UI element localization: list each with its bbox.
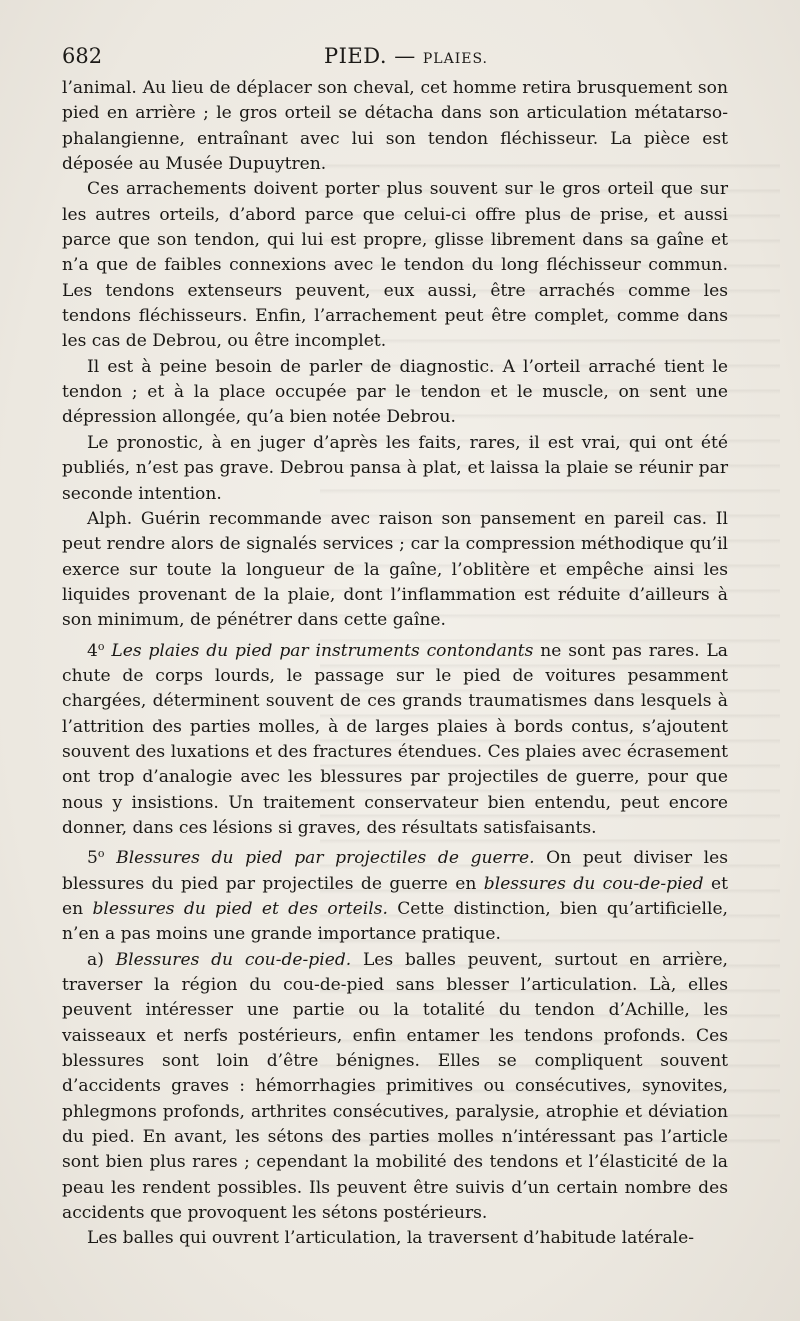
- running-title: [324, 44, 488, 68]
- section-4-ordinal: o: [97, 639, 105, 653]
- section-5: [62, 841, 728, 947]
- subsection-a-label: a): [87, 949, 116, 970]
- section-5-number: 5: [87, 848, 98, 869]
- running-header: [62, 44, 728, 72]
- section-4-heading: Les plaies du pied par instruments contondants: [111, 640, 534, 661]
- running-title-main: PIED. —: [324, 44, 416, 68]
- section-4-number: 4: [87, 640, 98, 661]
- subsection-a: [62, 948, 728, 1227]
- section-5-ordinal: o: [97, 847, 105, 861]
- last-paragraph: Les balles qui ouvrent l’articulation, la traversent d’habitude latérale-: [87, 1228, 695, 1249]
- paragraph-3: Il est à peine besoin de parler de diagnostic. A l’orteil arraché tient le tendon ; et à la place occupée par le tendon et le muscle, on sent une dépression allongée, qu’a bien notée Debrou.: [62, 356, 728, 428]
- paragraph-2: Ces arrachements doivent porter plus souvent sur le gros orteil que sur les autres orteils, d’abord parce que celui-ci offre plus de prise, et aussi parce que son tendon, qui lui est propre, glisse librement dans sa gaîne et n’a que de faibles connexions avec le tendon du long fléchisseur commun. Les tendons extenseurs peuvent, eux aussi, être arrachés comme les tendons fléchisseurs. Enfin, l’arrachement peut être complet, comme dans les cas de Debrou, ou être incomplet.: [62, 179, 728, 352]
- subsection-a-text: Les balles peuvent, surtout en arrière, traverser la région du cou-de-pied sans blesser l’articulation. Là, elles peuvent intéresser une partie ou la totalité du tendon d’Achille, les vaisseaux et nerfs postérieurs, enfin entamer les tendons profonds. Ces blessures sont loin d’être bénignes. Elles se compliquent souvent d’accidents graves : hémorrhagies primitives ou consécutives, synovites, phlegmons profonds, arthrites consécutives, paralysie, atrophie et déviation du pied. En avant, les sétons des parties molles n’intéressant pas l’article sont bien plus rares ; cependant la mobilité des tendons et l’élasticité de la peau les rendent possibles. Ils peuvent être suivis d’un certain nombre des accidents que provoquent les sétons postérieurs.: [62, 949, 728, 1224]
- section-5-heading: Blessures du pied par projectiles de guerre.: [116, 848, 535, 869]
- page-number: 682: [62, 44, 103, 68]
- section-5-emphasis-2: blessures du pied et des orteils.: [92, 899, 388, 919]
- section-4: [62, 634, 728, 842]
- section-5-text-c: Cette distinction, bien qu’artificielle, n’en a pas moins une grande importance pratique.: [62, 899, 728, 945]
- paragraph-1: l’animal. Au lieu de déplacer son cheval, cet homme retira brusquement son pied en arrière ; le gros orteil se détacha dans son articulation métatarso-phalangienne, entraînant avec lui son tendon fléchisseur. La pièce est déposée au Musée Dupuytren.: [62, 78, 728, 175]
- section-5-emphasis-1: blessures du cou-de-pied: [483, 873, 704, 894]
- running-title-sub: PLAIES.: [422, 51, 489, 67]
- body-text: [62, 76, 728, 1252]
- paragraph-5: Alph. Guérin recommande avec raison son pansement en pareil cas. Il peut rendre alors de signalés services ; car la compression méthodique qu’il exerce sur toute la longueur de la gaîne, l’oblitère et empêche ainsi les liquides provenant de la plaie, dont l’inflammation est réduite d’ailleurs à son minimum, de pénétrer dans cette gaîne.: [62, 508, 728, 631]
- section-5-text-a: On peut diviser les blessures du pied par projectiles de guerre en: [62, 848, 728, 894]
- subsection-a-heading: Blessures du cou-de-pied.: [115, 949, 352, 970]
- paragraph-4: Le pronostic, à en juger d’après les faits, rares, il est vrai, qui ont été publiés, n’est pas grave. Debrou pansa à plat, et laissa la plaie se réunir par seconde intention.: [62, 432, 728, 504]
- section-4-text: ne sont pas rares. La chute de corps lourds, le passage sur le pied de voitures pesamment chargées, déterminent souvent de ces grands traumatismes dans lesquels à l’attrition des parties molles, à de larges plaies à bords contus, s’ajoutent souvent des luxations et des fractures étendues. Ces plaies avec écrasement ont trop d’analogie avec les blessures par projectiles de guerre, pour que nous y insistions. Un traitement conservateur bien entendu, peut encore donner, dans ces lésions si graves, des résultats satisfaisants.: [62, 640, 728, 838]
- section-5-text-b: et en: [62, 873, 728, 919]
